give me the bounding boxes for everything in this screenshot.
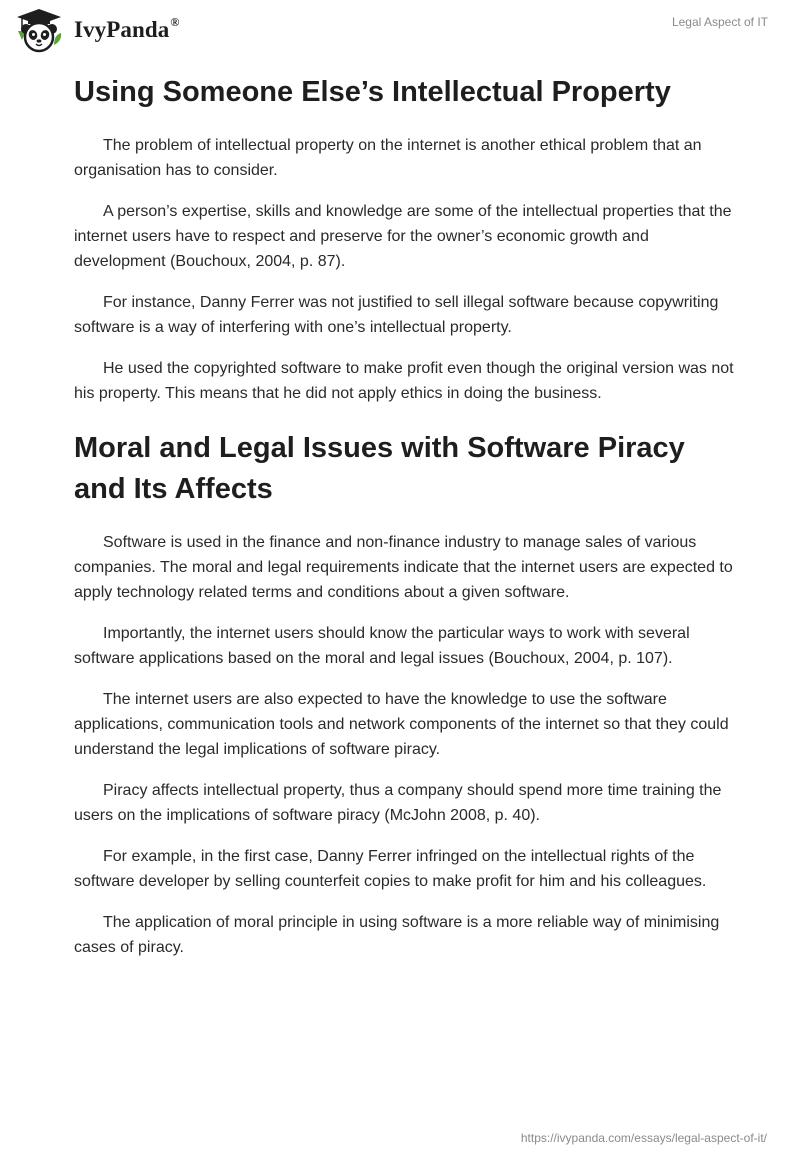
paragraph: A person’s expertise, skills and knowledge are some of the intellectual properties that the internet users have to respect and preserve for the owner’s economic growth and development (Bouchoux, 2004, p. 87). bbox=[74, 203, 732, 270]
article-content bbox=[74, 72, 734, 976]
page-header bbox=[0, 0, 800, 60]
paragraph: The application of moral principle in using software is a more reliable way of minimising cases of piracy. bbox=[74, 914, 720, 956]
brand-label: IvyPanda bbox=[74, 17, 170, 42]
registered-mark: ® bbox=[170, 15, 180, 29]
paragraph: Software is used in the finance and non-finance industry to manage sales of various companies. The moral and legal requirements indicate that the internet users are expected to apply technology related terms and conditions about a given software. bbox=[74, 534, 733, 601]
paragraph: Importantly, the internet users should know the particular ways to work with several software applications based on the moral and legal issues (Bouchoux, 2004, p. 107). bbox=[74, 625, 690, 667]
ivypanda-logo[interactable] bbox=[14, 8, 179, 52]
paragraph: The problem of intellectual property on the internet is another ethical problem that an organisation has to consider. bbox=[74, 137, 702, 179]
section-heading: Using Someone Else’s Intellectual Property bbox=[74, 76, 671, 108]
paragraph: For example, in the first case, Danny Ferrer infringed on the intellectual rights of the software developer by selling counterfeit copies to make profit for him and his colleagues. bbox=[74, 848, 707, 890]
paragraph: He used the copyrighted software to make profit even though the original version was not his property. This means that he did not apply ethics in doing the business. bbox=[74, 360, 734, 402]
paragraph: For instance, Danny Ferrer was not justified to sell illegal software because copywriting software is a way of interfering with one’s intellectual property. bbox=[74, 294, 719, 336]
document-title: Legal Aspect of IT bbox=[671, 15, 768, 29]
paragraph: The internet users are also expected to have the knowledge to use the software applications, communication tools and network components of the internet so that they could understand the legal implications of software piracy. bbox=[74, 691, 729, 758]
brand-name bbox=[74, 17, 179, 43]
source-url[interactable]: https://ivypanda.com/essays/legal-aspect-of-it/ bbox=[520, 1131, 767, 1145]
section-heading: Moral and Legal Issues with Software Piracy and Its Affects bbox=[74, 432, 685, 505]
paragraph: Piracy affects intellectual property, thus a company should spend more time training the users on the implications of software piracy (McJohn 2008, p. 40). bbox=[74, 782, 722, 824]
panda-graduate-icon bbox=[14, 7, 64, 53]
